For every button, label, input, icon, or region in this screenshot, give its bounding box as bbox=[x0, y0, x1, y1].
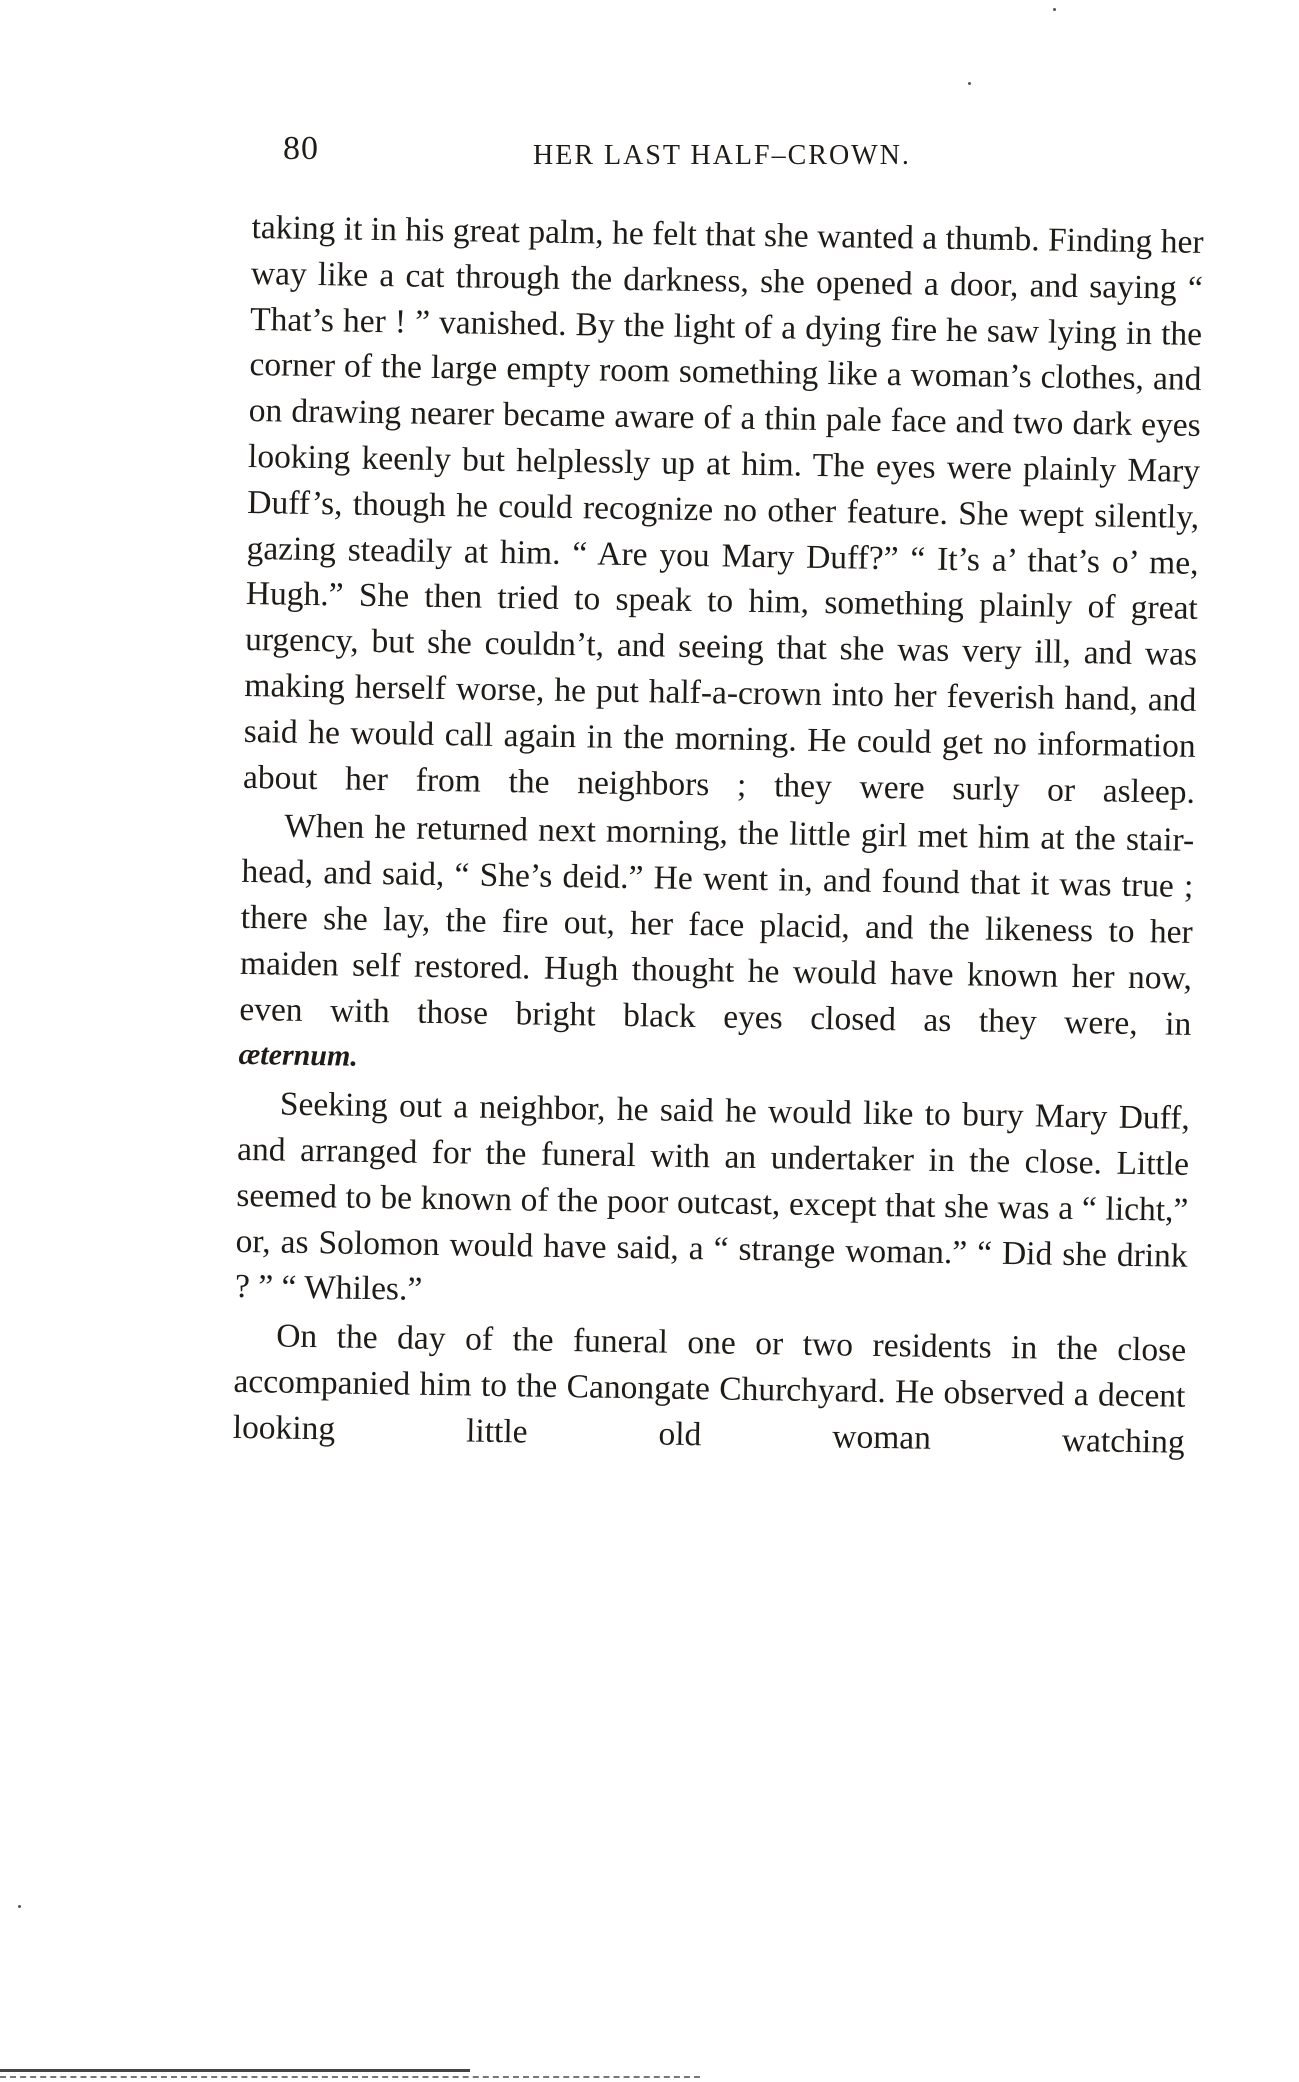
paragraph: taking it in his great palm, he felt that she wanted a thumb. Finding her way like a cat through the darkness, she opened a door, and saying “ That’s her ! ” vanished. By the light of a dying fire he saw lying in the corner of the large empty room something like a woman’s clothes, and on drawing nearer became aware of a thin pale face and two dark eyes looking keenly but helplessly up at him. The eyes were plainly Mary Duff’s, though he could recognize no other feature. She wept silently, gazing steadily at him. “ Are you Mary Duff?” “ It’s a’ that’s o’ me, Hugh.” She then tried to speak to him, something plainly of great urgency, but she couldn’t, and seeing that she was very ill, and was making herself worse, he put half-a-crown into her feverish hand, and said he would call again in the morning. He could get no information about her from the neighbors ; they were surly or asleep. bbox=[242, 208, 1204, 811]
paragraph: Seeking out a neighbor, he said he would like to bury Mary Duff, and arranged for the funeral with an undertaker in the close. Little seemed to be known of the poor outcast, except that she was a “ licht,” or, as Solomon would have said, a “ strange woman.” “ Did she drink ? ” “ Whiles.” bbox=[234, 1085, 1191, 1309]
paragraph bbox=[238, 803, 1194, 1093]
scan-speck bbox=[968, 82, 971, 85]
paragraph: On the day of the funeral one or two residents in the close accompanied him to the Canongate Churchyard. He observed a decent looking little old woman watching bbox=[232, 1317, 1187, 1461]
scan-speck bbox=[18, 1905, 21, 1908]
running-title: HER LAST HALF–CROWN. bbox=[533, 140, 911, 171]
paragraph-text: When he returned next morning, the little girl met him at the stair-head, and said, “ She’s deid.” He went in, and found that it was true ; there she lay, the fire out, her face placid, and the likeness to her maiden self restored. Hugh thought he would have known her now, even with those bright black eyes closed as they were, in bbox=[239, 807, 1195, 1043]
page-header bbox=[283, 130, 1213, 176]
page-number: 80 bbox=[283, 130, 319, 167]
body-text bbox=[232, 205, 1203, 1468]
scan-speck bbox=[1053, 8, 1056, 11]
italic-latin-phrase: æternum. bbox=[238, 1038, 359, 1074]
scan-edge-line bbox=[0, 2076, 700, 2078]
scan-edge-line bbox=[0, 2069, 470, 2072]
